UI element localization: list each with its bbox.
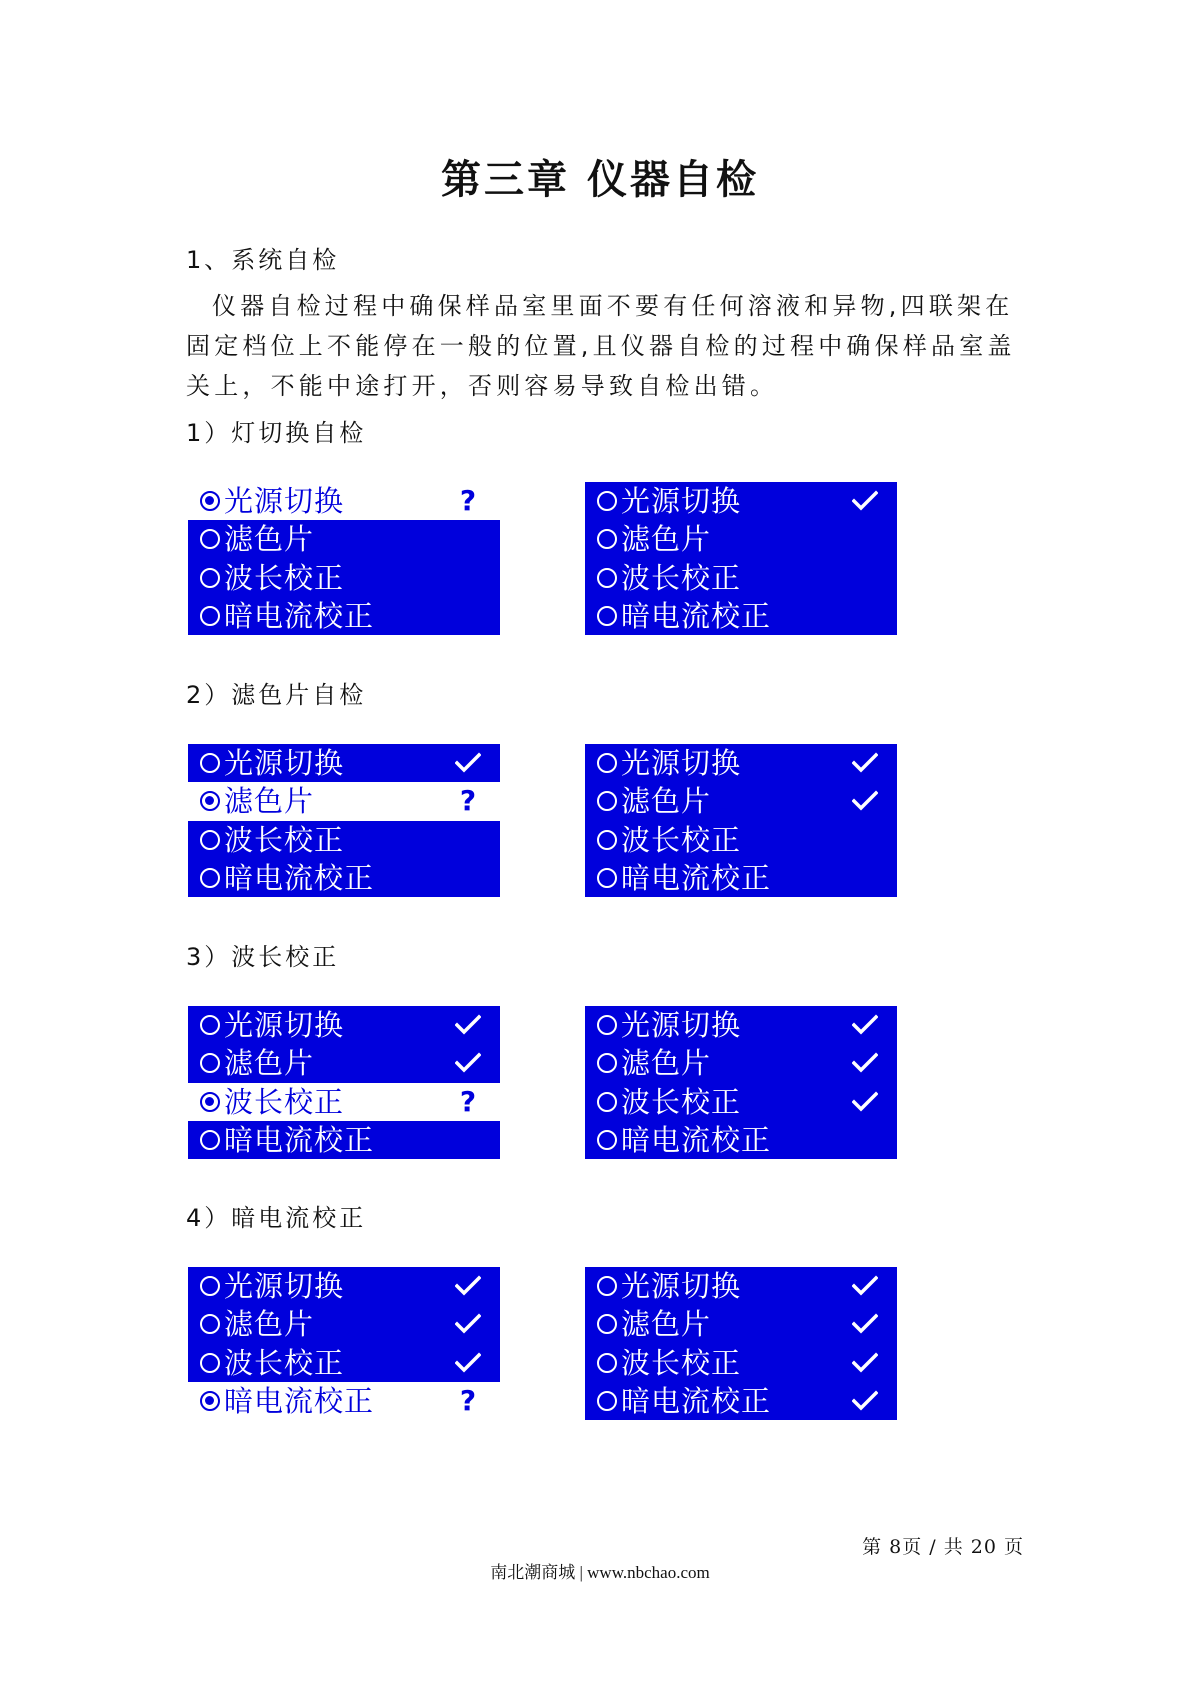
check-icon [851, 1010, 879, 1040]
check-icon [851, 1048, 879, 1078]
page-number: 第 8页 / 共 20 页 [862, 1536, 1024, 1558]
check-icon [851, 1087, 879, 1117]
radio-empty-icon [597, 529, 617, 549]
step-heading: 1）灯切换自检 [186, 419, 367, 447]
radio-empty-icon [597, 491, 617, 511]
lcd-item-label: 波长校正 [224, 560, 345, 595]
radio-selected-icon [200, 1391, 220, 1411]
lcd-item-label: 波长校正 [621, 1345, 742, 1380]
radio-empty-icon [597, 791, 617, 811]
lcd-menu-item [188, 1083, 500, 1121]
lcd-menu-item [585, 1382, 897, 1420]
lcd-item-label: 滤色片 [621, 522, 712, 557]
lcd-item-label: 波长校正 [621, 1084, 742, 1119]
radio-empty-icon [200, 568, 220, 588]
lcd-menu-item [585, 782, 897, 820]
step-heading: 4）暗电流校正 [186, 1204, 367, 1232]
lcd-item-label: 光源切换 [224, 1008, 345, 1042]
lcd-item-label: 光源切换 [224, 484, 345, 518]
site-footer: 南北潮商城 | www.nbchao.com [490, 1563, 710, 1582]
lcd-menu-item [585, 520, 897, 558]
lcd-item-label: 暗电流校正 [224, 860, 375, 895]
section-heading: 1、系统自检 [186, 246, 340, 274]
radio-empty-icon [200, 868, 220, 888]
lcd-menu-item [188, 744, 500, 782]
lcd-item-label: 暗电流校正 [224, 598, 375, 633]
radio-empty-icon [200, 830, 220, 850]
step-heading: 3）波长校正 [186, 943, 340, 971]
lcd-item-label: 暗电流校正 [224, 1383, 375, 1418]
lcd-menu-item [585, 559, 897, 597]
lcd-menu-item [585, 1121, 897, 1159]
lcd-menu-item [188, 1382, 500, 1420]
lcd-menu-item [585, 1267, 897, 1305]
lcd-menu-item [188, 821, 500, 859]
radio-empty-icon [200, 753, 220, 773]
check-icon [851, 486, 879, 516]
lcd-screen-in-progress [188, 1267, 500, 1420]
lcd-item-label: 光源切换 [621, 484, 742, 518]
lcd-screen-completed [585, 482, 897, 635]
lcd-item-label: 暗电流校正 [621, 1122, 772, 1157]
check-icon [851, 1309, 879, 1339]
radio-empty-icon [200, 1314, 220, 1334]
lcd-screen-completed [585, 1267, 897, 1420]
check-icon [454, 1309, 482, 1339]
lcd-item-label: 暗电流校正 [621, 860, 772, 895]
lcd-menu-item [188, 482, 500, 520]
lcd-menu-item [188, 1267, 500, 1305]
radio-empty-icon [200, 1015, 220, 1035]
lcd-menu-item [188, 1044, 500, 1082]
page-title: 第三章 仪器自检 [441, 156, 759, 203]
radio-empty-icon [200, 529, 220, 549]
lcd-screen-completed [585, 744, 897, 897]
lcd-menu-item [585, 597, 897, 635]
step-heading: 2）滤色片自检 [186, 681, 367, 709]
lcd-item-label: 波长校正 [224, 822, 345, 857]
lcd-menu-item [585, 1344, 897, 1382]
radio-empty-icon [597, 1015, 617, 1035]
lcd-menu-item [188, 1006, 500, 1044]
intro-paragraph: 仪器自检过程中确保样品室里面不要有任何溶液和异物,四联架在固定档位上不能停在一般的位置,且仪器自检的过程中确保样品室盖关上，不能中途打开，否则容易导致自检出错。 [186, 292, 1016, 400]
question-icon: ? [459, 484, 477, 517]
check-icon [454, 1048, 482, 1078]
lcd-item-label: 滤色片 [224, 1307, 315, 1342]
lcd-item-label: 波长校正 [621, 822, 742, 857]
question-icon: ? [459, 784, 477, 818]
check-icon [454, 1271, 482, 1301]
radio-empty-icon [200, 1130, 220, 1150]
radio-selected-icon [200, 791, 220, 811]
check-icon [851, 748, 879, 778]
radio-empty-icon [597, 606, 617, 626]
lcd-menu-item [585, 1305, 897, 1343]
radio-empty-icon [597, 568, 617, 588]
check-icon [851, 1386, 879, 1416]
lcd-screen-in-progress [188, 1006, 500, 1159]
lcd-menu-item [585, 1083, 897, 1121]
radio-empty-icon [597, 830, 617, 850]
check-icon [454, 1348, 482, 1378]
radio-empty-icon [200, 1353, 220, 1373]
radio-empty-icon [597, 1092, 617, 1112]
lcd-item-label: 暗电流校正 [224, 1122, 375, 1157]
question-icon: ? [459, 1383, 477, 1417]
lcd-menu-item [188, 597, 500, 635]
radio-empty-icon [597, 1314, 617, 1334]
lcd-item-label: 滤色片 [621, 784, 712, 819]
lcd-menu-item [585, 744, 897, 782]
lcd-screen-completed [585, 1006, 897, 1159]
lcd-item-label: 滤色片 [224, 522, 315, 557]
lcd-item-label: 光源切换 [224, 1269, 345, 1303]
check-icon [454, 748, 482, 778]
lcd-item-label: 滤色片 [621, 1307, 712, 1342]
radio-empty-icon [597, 1053, 617, 1073]
lcd-item-label: 波长校正 [224, 1084, 345, 1119]
lcd-menu-item [188, 1305, 500, 1343]
lcd-screen-in-progress [188, 482, 500, 635]
lcd-menu-item [585, 1044, 897, 1082]
lcd-item-label: 光源切换 [621, 746, 742, 780]
radio-empty-icon [597, 1130, 617, 1150]
lcd-item-label: 滤色片 [224, 784, 315, 819]
radio-empty-icon [200, 1276, 220, 1296]
radio-empty-icon [200, 1053, 220, 1073]
radio-empty-icon [597, 753, 617, 773]
check-icon [851, 786, 879, 816]
lcd-item-label: 暗电流校正 [621, 1383, 772, 1418]
radio-selected-icon [200, 491, 220, 511]
lcd-menu-item [585, 859, 897, 897]
lcd-menu-item [188, 1344, 500, 1382]
radio-empty-icon [597, 868, 617, 888]
lcd-item-label: 光源切换 [621, 1008, 742, 1042]
lcd-item-label: 波长校正 [224, 1345, 345, 1380]
lcd-menu-item [585, 482, 897, 520]
lcd-menu-item [188, 1121, 500, 1159]
check-icon [851, 1348, 879, 1378]
radio-empty-icon [597, 1391, 617, 1411]
check-icon [851, 1271, 879, 1301]
lcd-item-label: 滤色片 [224, 1046, 315, 1081]
lcd-item-label: 暗电流校正 [621, 598, 772, 633]
lcd-screen-in-progress [188, 744, 500, 897]
lcd-menu-item [188, 782, 500, 820]
radio-selected-icon [200, 1092, 220, 1112]
lcd-item-label: 波长校正 [621, 560, 742, 595]
question-icon: ? [459, 1084, 477, 1118]
lcd-menu-item [188, 859, 500, 897]
check-icon [454, 1010, 482, 1040]
radio-empty-icon [597, 1353, 617, 1373]
lcd-item-label: 光源切换 [224, 746, 345, 780]
radio-empty-icon [597, 1276, 617, 1296]
lcd-menu-item [585, 821, 897, 859]
lcd-menu-item [188, 559, 500, 597]
radio-empty-icon [200, 606, 220, 626]
lcd-item-label: 光源切换 [621, 1269, 742, 1303]
lcd-menu-item [585, 1006, 897, 1044]
lcd-menu-item [188, 520, 500, 558]
lcd-item-label: 滤色片 [621, 1046, 712, 1081]
